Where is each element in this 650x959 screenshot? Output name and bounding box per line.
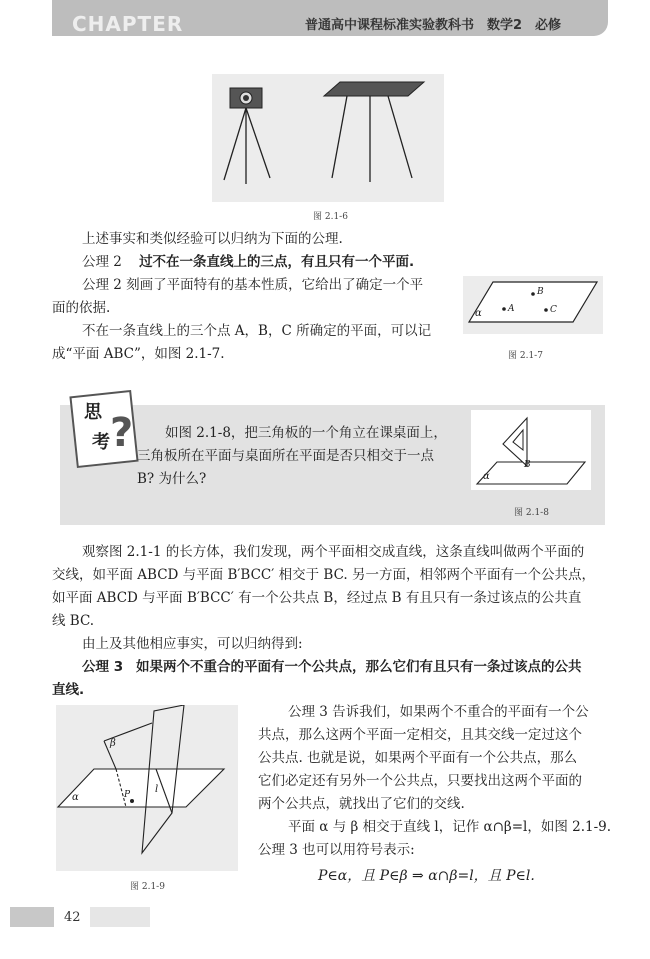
axiom-2 — [82, 251, 414, 274]
paragraph-line: 交线，如平面 ABCD 与平面 B′BCC′ 相交于 BC. 另一方面，相邻两个平面有一个公共点， — [52, 567, 596, 583]
point-b-label: B — [524, 460, 531, 470]
line-l-label: l — [155, 784, 159, 795]
paragraph: 由上及其他相应事实，可以归纳得到: — [82, 636, 303, 652]
paragraph-line: 共点，那么这两个平面一定相交，且其交线一定过这个 — [258, 727, 582, 743]
axiom-text-cont: 直线. — [52, 682, 85, 698]
question-mark-icon: ? — [110, 410, 134, 456]
think-char-1: 思 — [84, 402, 102, 423]
figure-caption: 图 2.1-9 — [130, 882, 165, 892]
beta-label: β — [110, 738, 116, 749]
footer-bar — [10, 907, 54, 927]
paragraph: 面的依据. — [52, 300, 111, 316]
fig217-drawing — [463, 276, 603, 334]
fig219-drawing — [56, 705, 238, 871]
point-p-label: P — [124, 790, 131, 800]
alpha-label: α — [475, 308, 482, 319]
point-b-label: B — [537, 287, 544, 297]
series-title: 普通高中课程标准实验教科书 数学2 必修 — [305, 18, 562, 33]
axiom-label: 公理 2 — [82, 254, 122, 270]
table-top — [324, 82, 424, 96]
paragraph: 公理 2 刻画了平面特有的基本性质，它给出了确定一个平 — [82, 277, 424, 293]
axiom-label: 公理 3 — [82, 659, 124, 675]
paragraph-line: 两个公共点，就找出了它们的交线. — [258, 796, 465, 812]
formula: P∈α，且 P∈β ⇒ α∩β=l，且 P∈l. — [318, 868, 535, 884]
paragraph: 成“平面 ABC”，如图 2.1-7. — [52, 346, 225, 362]
think-line: 如图 2.1-8，把三角板的一个角立在课桌面上， — [165, 425, 447, 441]
axiom-3 — [82, 656, 581, 679]
page-number: 42 — [64, 910, 81, 925]
paragraph: 上述事实和类似经验可以归纳为下面的公理. — [82, 231, 343, 247]
axiom-text: 过不在一条直线上的三点，有且只有一个平面. — [139, 254, 415, 270]
paragraph-line: 如平面 ABCD 与平面 B′BCC′ 有一个公共点 B，经过点 B 有且只有一条过该点的公共直 — [52, 590, 582, 606]
paragraph-line: 观察图 2.1-1 的长方体，我们发现，两个平面相交成直线，这条直线叫做两个平面的 — [82, 544, 585, 560]
chapter-label: CHAPTER — [72, 12, 184, 36]
think-char-2: 考 — [92, 432, 110, 453]
paragraph: 不在一条直线上的三个点 A，B，C 所确定的平面，可以记 — [82, 323, 432, 339]
think-line: B? 为什么? — [137, 471, 207, 487]
point-c-label: C — [550, 305, 557, 315]
fig216-drawing — [212, 74, 444, 202]
paragraph-line: 公共点. 也就是说，如果两个平面有一个公共点，那么 — [258, 750, 578, 766]
paragraph-line: 线 BC. — [52, 613, 95, 629]
paragraph-line: 它们必定还有另外一个公共点，只要找出这两个平面的 — [258, 773, 582, 789]
point-a-label: A — [508, 304, 515, 314]
figure-caption: 图 2.1-8 — [514, 508, 549, 518]
alpha-label: α — [483, 471, 490, 482]
paragraph: 公理 3 也可以用符号表示: — [258, 842, 415, 858]
think-line: 三角板所在平面与桌面所在平面是否只相交于一点 — [137, 448, 434, 464]
footer-bar — [90, 907, 150, 927]
paragraph-line: 公理 3 告诉我们，如果两个不重合的平面有一个公 — [288, 704, 589, 720]
figure-caption: 图 2.1-7 — [508, 351, 543, 361]
alpha-label: α — [72, 792, 79, 803]
axiom-text: 如果两个不重合的平面有一个公共点，那么它们有且只有一条过该点的公共 — [135, 659, 582, 675]
figure-caption: 图 2.1-6 — [313, 212, 348, 222]
paragraph: 平面 α 与 β 相交于直线 l，记作 α∩β=l，如图 2.1-9. — [288, 819, 612, 835]
